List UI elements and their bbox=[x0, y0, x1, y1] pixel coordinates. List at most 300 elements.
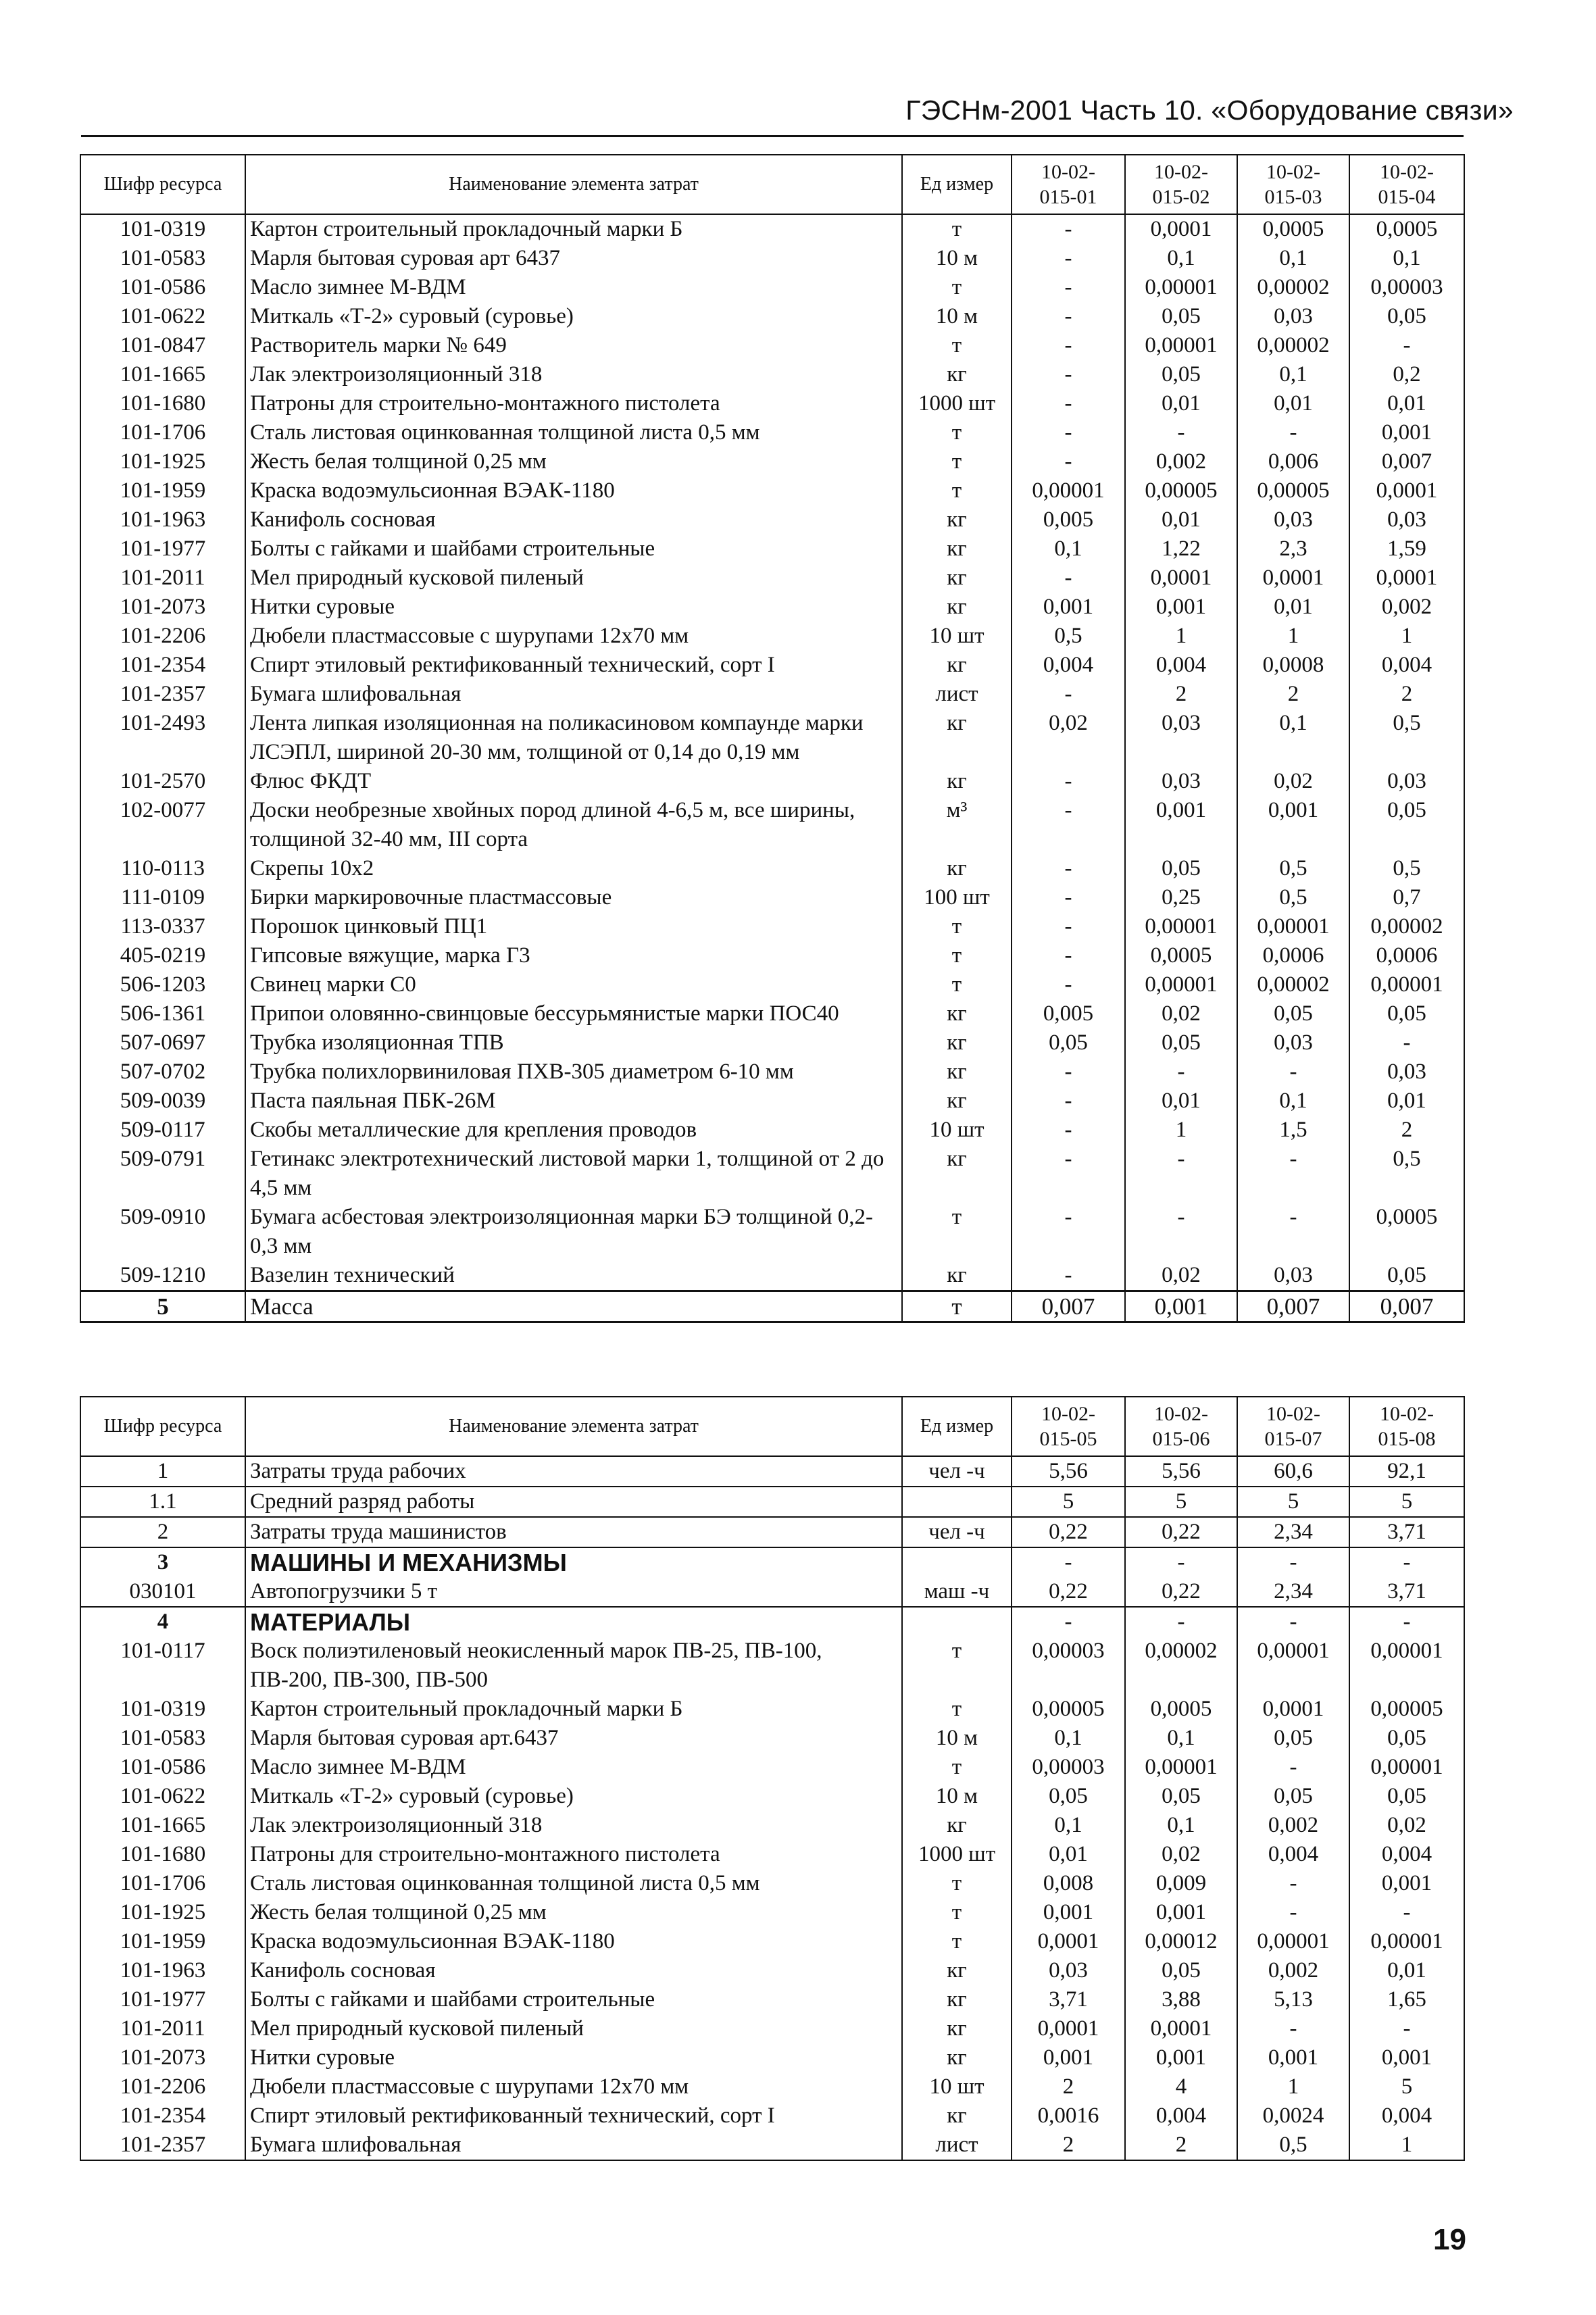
value-cell: 0,001 bbox=[1012, 1898, 1125, 1927]
value-cell: 0,001 bbox=[1349, 418, 1464, 447]
column-header-code: Шифр ресурса bbox=[80, 1397, 245, 1456]
resource-name: Воск полиэтиленовый неокисленный марок ПВ-25, ПВ-100, ПВ-200, ПВ-300, ПВ-500 bbox=[245, 1637, 902, 1695]
value-cell: 0,00001 bbox=[1237, 912, 1349, 941]
value-cell: 0,0006 bbox=[1349, 941, 1464, 970]
value-cell: 2 bbox=[1125, 680, 1237, 709]
unit-cell: маш -ч bbox=[902, 1577, 1012, 1607]
value-cell: 0,001 bbox=[1125, 796, 1237, 854]
value-cell: - bbox=[1012, 331, 1125, 360]
value-cell: 0,0005 bbox=[1125, 941, 1237, 970]
value-cell: - bbox=[1012, 564, 1125, 593]
resource-code: 101-2011 bbox=[80, 564, 245, 593]
resource-code: 101-1963 bbox=[80, 505, 245, 534]
table-row bbox=[80, 244, 1464, 273]
resource-name: Жесть белая толщиной 0,25 мм bbox=[245, 1898, 902, 1927]
value-cell: 1,5 bbox=[1237, 1116, 1349, 1145]
value-cell: - bbox=[1237, 1753, 1349, 1782]
resource-name: Свинец марки С0 bbox=[245, 970, 902, 999]
unit-cell: 10 шт bbox=[902, 2072, 1012, 2101]
value-cell: 0,02 bbox=[1125, 1261, 1237, 1291]
table-row bbox=[80, 1028, 1464, 1057]
resource-name: Затраты труда машинистов bbox=[245, 1517, 902, 1547]
value-cell: 5 bbox=[1237, 1487, 1349, 1517]
value-cell: 0,01 bbox=[1349, 389, 1464, 418]
resource-name: Бумага асбестовая электроизоляционная марки БЭ толщиной 0,2-0,3 мм bbox=[245, 1203, 902, 1261]
unit-cell: 10 шт bbox=[902, 1116, 1012, 1145]
value-cell: 0,0006 bbox=[1237, 941, 1349, 970]
unit-cell: кг bbox=[902, 1028, 1012, 1057]
resource-code: 101-1977 bbox=[80, 534, 245, 564]
table-row bbox=[80, 1261, 1464, 1291]
resource-name: МАТЕРИАЛЫ bbox=[245, 1607, 902, 1637]
table-row bbox=[80, 2043, 1464, 2072]
value-cell: 0,05 bbox=[1125, 302, 1237, 331]
unit-cell: кг bbox=[902, 2043, 1012, 2072]
value-cell: - bbox=[1012, 796, 1125, 854]
value-cell: 0,05 bbox=[1012, 1028, 1125, 1057]
resource-code: 101-1963 bbox=[80, 1956, 245, 1985]
unit-cell: т bbox=[902, 1637, 1012, 1695]
resource-name: Средний разряд работы bbox=[245, 1487, 902, 1517]
resource-code: 1 bbox=[80, 1456, 245, 1487]
table-row bbox=[80, 2014, 1464, 2043]
value-cell: 0,004 bbox=[1349, 651, 1464, 680]
resource-code: 111-0109 bbox=[80, 883, 245, 912]
value-cell: 3,71 bbox=[1012, 1985, 1125, 2014]
value-cell: 0,1 bbox=[1237, 244, 1349, 273]
value-cell: 1,65 bbox=[1349, 1985, 1464, 2014]
value-cell: 2 bbox=[1349, 680, 1464, 709]
resource-name: Дюбели пластмассовые с шурупами 12x70 мм bbox=[245, 2072, 902, 2101]
value-cell: 0,00001 bbox=[1012, 476, 1125, 505]
unit-cell: кг bbox=[902, 651, 1012, 680]
column-header-rate: 10-02- 015-03 bbox=[1237, 155, 1349, 214]
value-cell: - bbox=[1012, 214, 1125, 244]
value-cell: 0,009 bbox=[1125, 1869, 1237, 1898]
table-row bbox=[80, 2131, 1464, 2160]
value-cell: 0,007 bbox=[1012, 1291, 1125, 1322]
value-cell: 0,00001 bbox=[1349, 970, 1464, 999]
labor-row bbox=[80, 1487, 1464, 1517]
table-row bbox=[80, 1116, 1464, 1145]
value-cell: 0,02 bbox=[1237, 767, 1349, 796]
value-cell: 0,00005 bbox=[1349, 1695, 1464, 1724]
value-cell: 0,00005 bbox=[1237, 476, 1349, 505]
resource-name: Масло зимнее М-ВДМ bbox=[245, 1753, 902, 1782]
value-cell: 0,05 bbox=[1237, 1782, 1349, 1811]
unit-cell: т bbox=[902, 418, 1012, 447]
unit-cell: кг bbox=[902, 2014, 1012, 2043]
value-cell: - bbox=[1237, 2014, 1349, 2043]
resource-name: Лента липкая изоляционная на поликасиновом компаунде марки ЛСЭПЛ, шириной 20-30 мм, толщиной от 0,14 до 0,19 мм bbox=[245, 709, 902, 767]
unit-cell: т bbox=[902, 1753, 1012, 1782]
value-cell: 0,1 bbox=[1012, 1811, 1125, 1840]
value-cell: 0,00002 bbox=[1237, 331, 1349, 360]
value-cell: 0,004 bbox=[1125, 651, 1237, 680]
value-cell: 0,01 bbox=[1237, 593, 1349, 622]
value-cell: 0,1 bbox=[1237, 360, 1349, 389]
value-cell: - bbox=[1012, 389, 1125, 418]
unit-cell: лист bbox=[902, 2131, 1012, 2160]
value-cell: 0,1 bbox=[1012, 1724, 1125, 1753]
resource-name: Спирт этиловый ректификованный технический, сорт I bbox=[245, 651, 902, 680]
resource-code: 509-1210 bbox=[80, 1261, 245, 1291]
value-cell: 0,05 bbox=[1349, 1724, 1464, 1753]
value-cell: 0,1 bbox=[1125, 1724, 1237, 1753]
resource-code: 101-0583 bbox=[80, 1724, 245, 1753]
resource-name: Нитки суровые bbox=[245, 2043, 902, 2072]
value-cell: - bbox=[1012, 360, 1125, 389]
value-cell: 0,03 bbox=[1125, 767, 1237, 796]
value-cell: - bbox=[1237, 1898, 1349, 1927]
resource-name: Дюбели пластмассовые с шурупами 12x70 мм bbox=[245, 622, 902, 651]
value-cell: 0,05 bbox=[1125, 1782, 1237, 1811]
value-cell: - bbox=[1012, 302, 1125, 331]
value-cell: - bbox=[1012, 883, 1125, 912]
labor-row bbox=[80, 1456, 1464, 1487]
value-cell: 0,001 bbox=[1125, 1898, 1237, 1927]
value-cell: 0,00001 bbox=[1125, 331, 1237, 360]
value-cell: 0,03 bbox=[1349, 505, 1464, 534]
value-cell: 0,05 bbox=[1125, 1028, 1237, 1057]
value-cell: 0,00003 bbox=[1012, 1637, 1125, 1695]
value-cell: 1 bbox=[1349, 622, 1464, 651]
resource-code: 101-2073 bbox=[80, 593, 245, 622]
unit-cell bbox=[902, 1607, 1012, 1637]
resource-code: 101-1959 bbox=[80, 476, 245, 505]
value-cell: 92,1 bbox=[1349, 1456, 1464, 1487]
value-cell: 0,05 bbox=[1349, 1782, 1464, 1811]
unit-cell: т bbox=[902, 1203, 1012, 1261]
resource-code: 4 bbox=[80, 1607, 245, 1637]
table-row bbox=[80, 1695, 1464, 1724]
value-cell: - bbox=[1012, 244, 1125, 273]
value-cell: - bbox=[1125, 1203, 1237, 1261]
value-cell: - bbox=[1349, 1028, 1464, 1057]
value-cell: 0,00001 bbox=[1125, 912, 1237, 941]
value-cell: 0,02 bbox=[1125, 999, 1237, 1028]
column-header-unit: Ед измер bbox=[902, 1397, 1012, 1456]
value-cell: 0,05 bbox=[1125, 360, 1237, 389]
value-cell: 0,00002 bbox=[1237, 273, 1349, 302]
resource-name: Миткаль «Т-2» суровый (суровье) bbox=[245, 302, 902, 331]
value-cell: 1 bbox=[1125, 622, 1237, 651]
table-row bbox=[80, 1203, 1464, 1261]
labor-row bbox=[80, 1517, 1464, 1547]
unit-cell: 1000 шт bbox=[902, 389, 1012, 418]
unit-cell: т bbox=[902, 1898, 1012, 1927]
value-cell: 0,5 bbox=[1237, 2131, 1349, 2160]
resource-name: Бирки маркировочные пластмассовые bbox=[245, 883, 902, 912]
value-cell: 2 bbox=[1125, 2131, 1237, 2160]
value-cell: 2,3 bbox=[1237, 534, 1349, 564]
column-header-rate: 10-02- 015-08 bbox=[1349, 1397, 1464, 1456]
value-cell: 5 bbox=[1125, 1487, 1237, 1517]
value-cell: 0,007 bbox=[1349, 1291, 1464, 1322]
column-header-name: Наименование элемента затрат bbox=[245, 1397, 902, 1456]
value-cell: - bbox=[1237, 1203, 1349, 1261]
value-cell: 0,00002 bbox=[1349, 912, 1464, 941]
value-cell: 0,001 bbox=[1125, 593, 1237, 622]
value-cell: 0,007 bbox=[1237, 1291, 1349, 1322]
value-cell: - bbox=[1012, 273, 1125, 302]
value-cell: 2,34 bbox=[1237, 1577, 1349, 1607]
table-row bbox=[80, 1087, 1464, 1116]
resource-code: 101-1680 bbox=[80, 1840, 245, 1869]
value-cell: 0,05 bbox=[1349, 999, 1464, 1028]
resource-name: Гипсовые вяжущие, марка Г3 bbox=[245, 941, 902, 970]
value-cell: 0,03 bbox=[1012, 1956, 1125, 1985]
value-cell: 0,00001 bbox=[1125, 1753, 1237, 1782]
unit-cell: кг bbox=[902, 2101, 1012, 2131]
value-cell: 0,05 bbox=[1237, 999, 1349, 1028]
value-cell: 0,03 bbox=[1237, 302, 1349, 331]
value-cell: 0,001 bbox=[1125, 2043, 1237, 2072]
page-header-title: ГЭСНм-2001 Часть 10. «Оборудование связи» bbox=[905, 95, 1514, 126]
resource-code: 405-0219 bbox=[80, 941, 245, 970]
value-cell: 0,00005 bbox=[1125, 476, 1237, 505]
unit-cell: чел -ч bbox=[902, 1456, 1012, 1487]
resource-name: Порошок цинковый ПЦ1 bbox=[245, 912, 902, 941]
value-cell: 1,22 bbox=[1125, 534, 1237, 564]
resource-name: Паста паяльная ПБК-26М bbox=[245, 1087, 902, 1116]
unit-cell: т bbox=[902, 941, 1012, 970]
value-cell: - bbox=[1012, 767, 1125, 796]
value-cell: 0,03 bbox=[1237, 1028, 1349, 1057]
resource-name: Сталь листовая оцинкованная толщиной листа 0,5 мм bbox=[245, 418, 902, 447]
resource-name: Болты с гайками и шайбами строительные bbox=[245, 1985, 902, 2014]
value-cell: 0,02 bbox=[1012, 709, 1125, 767]
value-cell: 0,001 bbox=[1012, 2043, 1125, 2072]
value-cell: 0,00001 bbox=[1349, 1753, 1464, 1782]
table-row bbox=[80, 389, 1464, 418]
table-row bbox=[80, 1927, 1464, 1956]
unit-cell: кг bbox=[902, 1956, 1012, 1985]
value-cell: 0,00001 bbox=[1237, 1927, 1349, 1956]
value-cell: 0,00005 bbox=[1012, 1695, 1125, 1724]
unit-cell: кг bbox=[902, 709, 1012, 767]
resource-code: 506-1361 bbox=[80, 999, 245, 1028]
value-cell: 0,0016 bbox=[1012, 2101, 1125, 2131]
resource-code: 101-2493 bbox=[80, 709, 245, 767]
unit-cell: кг bbox=[902, 1087, 1012, 1116]
resource-code: 101-0583 bbox=[80, 244, 245, 273]
value-cell: 0,002 bbox=[1237, 1811, 1349, 1840]
resource-name: Миткаль «Т-2» суровый (суровье) bbox=[245, 1782, 902, 1811]
value-cell: - bbox=[1012, 970, 1125, 999]
table-2-header bbox=[80, 1397, 1464, 1456]
resource-code: 101-1925 bbox=[80, 1898, 245, 1927]
table-row bbox=[80, 1840, 1464, 1869]
unit-cell: кг bbox=[902, 360, 1012, 389]
resource-code: 101-1977 bbox=[80, 1985, 245, 2014]
value-cell: 0,0001 bbox=[1349, 476, 1464, 505]
value-cell: 0,0001 bbox=[1125, 564, 1237, 593]
value-cell: - bbox=[1349, 1607, 1464, 1637]
table-row bbox=[80, 622, 1464, 651]
table-row bbox=[80, 1985, 1464, 2014]
value-cell: 0,01 bbox=[1125, 389, 1237, 418]
column-header-code: Шифр ресурса bbox=[80, 155, 245, 214]
value-cell: 0,05 bbox=[1012, 1782, 1125, 1811]
value-cell: 0,00001 bbox=[1349, 1637, 1464, 1695]
resource-code: 506-1203 bbox=[80, 970, 245, 999]
unit-cell: т bbox=[902, 476, 1012, 505]
table-row bbox=[80, 1753, 1464, 1782]
table-row bbox=[80, 796, 1464, 854]
table-row bbox=[80, 1577, 1464, 1607]
resource-code: 101-0622 bbox=[80, 302, 245, 331]
unit-cell: кг bbox=[902, 1145, 1012, 1203]
resource-name: Трубка полихлорвиниловая ПХВ-305 диаметром 6-10 мм bbox=[245, 1057, 902, 1087]
table-row bbox=[80, 1724, 1464, 1753]
table-row bbox=[80, 2072, 1464, 2101]
value-cell: - bbox=[1237, 1057, 1349, 1087]
value-cell: - bbox=[1237, 1869, 1349, 1898]
value-cell: 0,0005 bbox=[1237, 214, 1349, 244]
value-cell: 0,1 bbox=[1349, 244, 1464, 273]
value-cell: 0,05 bbox=[1349, 302, 1464, 331]
resource-code: 101-1680 bbox=[80, 389, 245, 418]
column-header-rate: 10-02- 015-05 bbox=[1012, 1397, 1125, 1456]
unit-cell: 100 шт bbox=[902, 883, 1012, 912]
resource-code: 101-2357 bbox=[80, 680, 245, 709]
resource-name: Мел природный кусковой пиленый bbox=[245, 564, 902, 593]
value-cell: 1,59 bbox=[1349, 534, 1464, 564]
column-header-rate: 10-02- 015-04 bbox=[1349, 155, 1464, 214]
resource-code: 507-0697 bbox=[80, 1028, 245, 1057]
value-cell: - bbox=[1012, 1057, 1125, 1087]
value-cell: 2 bbox=[1237, 680, 1349, 709]
value-cell: 0,01 bbox=[1349, 1087, 1464, 1116]
value-cell: 0,00001 bbox=[1349, 1927, 1464, 1956]
resource-code: 101-1665 bbox=[80, 1811, 245, 1840]
value-cell: 0,00001 bbox=[1237, 1637, 1349, 1695]
value-cell: 0,004 bbox=[1125, 2101, 1237, 2131]
value-cell: 1 bbox=[1237, 622, 1349, 651]
value-cell: - bbox=[1237, 1607, 1349, 1637]
value-cell: 0,0001 bbox=[1349, 564, 1464, 593]
table-row bbox=[80, 1637, 1464, 1695]
column-header-rate: 10-02- 015-01 bbox=[1012, 155, 1125, 214]
value-cell: 0,01 bbox=[1349, 1956, 1464, 1985]
resource-code: 101-0319 bbox=[80, 1695, 245, 1724]
table-row bbox=[80, 883, 1464, 912]
resource-code: 113-0337 bbox=[80, 912, 245, 941]
value-cell: - bbox=[1237, 418, 1349, 447]
unit-cell: м³ bbox=[902, 796, 1012, 854]
resource-code: 101-2206 bbox=[80, 2072, 245, 2101]
resource-code: 1.1 bbox=[80, 1487, 245, 1517]
resource-name: Доски необрезные хвойных пород длиной 4-6,5 м, все ширины, толщиной 32-40 мм, III сорта bbox=[245, 796, 902, 854]
value-cell: - bbox=[1012, 447, 1125, 476]
value-cell: 0,0001 bbox=[1012, 2014, 1125, 2043]
page-number: 19 bbox=[1433, 2223, 1466, 2256]
value-cell: 0,03 bbox=[1125, 709, 1237, 767]
value-cell: - bbox=[1125, 1547, 1237, 1577]
value-cell: - bbox=[1012, 680, 1125, 709]
table-1-header bbox=[80, 155, 1464, 214]
resource-code: 030101 bbox=[80, 1577, 245, 1607]
value-cell: 5,56 bbox=[1012, 1456, 1125, 1487]
value-cell: 0,03 bbox=[1237, 1261, 1349, 1291]
table-2-body bbox=[80, 1456, 1464, 2160]
resource-name: Патроны для строительно-монтажного пистолета bbox=[245, 389, 902, 418]
value-cell: - bbox=[1012, 418, 1125, 447]
value-cell: - bbox=[1349, 1547, 1464, 1577]
resource-name: Канифоль сосновая bbox=[245, 1956, 902, 1985]
unit-cell: кг bbox=[902, 1811, 1012, 1840]
section-header-row bbox=[80, 1547, 1464, 1577]
value-cell: - bbox=[1012, 941, 1125, 970]
resource-code: 101-0847 bbox=[80, 331, 245, 360]
value-cell: 0,0001 bbox=[1012, 1927, 1125, 1956]
resource-code: 2 bbox=[80, 1517, 245, 1547]
value-cell: - bbox=[1349, 1898, 1464, 1927]
resource-code: 101-2011 bbox=[80, 2014, 245, 2043]
resource-name: Вазелин технический bbox=[245, 1261, 902, 1291]
value-cell: 0,00003 bbox=[1349, 273, 1464, 302]
value-cell: 0,006 bbox=[1237, 447, 1349, 476]
resource-code: 101-1706 bbox=[80, 1869, 245, 1898]
resource-name: Нитки суровые bbox=[245, 593, 902, 622]
unit-cell: т bbox=[902, 1695, 1012, 1724]
value-cell: 0,001 bbox=[1237, 2043, 1349, 2072]
value-cell: - bbox=[1012, 1203, 1125, 1261]
table-row bbox=[80, 941, 1464, 970]
value-cell: 0,002 bbox=[1237, 1956, 1349, 1985]
value-cell: - bbox=[1012, 1547, 1125, 1577]
resource-name: МАШИНЫ И МЕХАНИЗМЫ bbox=[245, 1547, 902, 1577]
value-cell: 0,001 bbox=[1349, 2043, 1464, 2072]
resource-code: 101-1706 bbox=[80, 418, 245, 447]
resource-code: 101-0586 bbox=[80, 1753, 245, 1782]
resource-code: 101-2206 bbox=[80, 622, 245, 651]
value-cell: 0,001 bbox=[1125, 1291, 1237, 1322]
value-cell: 0,008 bbox=[1012, 1869, 1125, 1898]
table-row bbox=[80, 2101, 1464, 2131]
unit-cell: кг bbox=[902, 854, 1012, 883]
value-cell: 0,004 bbox=[1349, 1840, 1464, 1869]
column-header-rate: 10-02- 015-07 bbox=[1237, 1397, 1349, 1456]
unit-cell: 10 шт bbox=[902, 622, 1012, 651]
value-cell: 5,56 bbox=[1125, 1456, 1237, 1487]
value-cell: 2 bbox=[1012, 2131, 1125, 2160]
value-cell: 3,71 bbox=[1349, 1577, 1464, 1607]
unit-cell bbox=[902, 1487, 1012, 1517]
unit-cell: 10 м bbox=[902, 302, 1012, 331]
resource-name: Сталь листовая оцинкованная толщиной листа 0,5 мм bbox=[245, 1869, 902, 1898]
value-cell: 4 bbox=[1125, 2072, 1237, 2101]
value-cell: 0,00001 bbox=[1125, 273, 1237, 302]
value-cell: 0,0024 bbox=[1237, 2101, 1349, 2131]
resource-name: Канифоль сосновая bbox=[245, 505, 902, 534]
unit-cell: 10 м bbox=[902, 1782, 1012, 1811]
value-cell: - bbox=[1349, 331, 1464, 360]
resource-code: 110-0113 bbox=[80, 854, 245, 883]
value-cell: - bbox=[1012, 1116, 1125, 1145]
table-row bbox=[80, 767, 1464, 796]
value-cell: 0,1 bbox=[1237, 1087, 1349, 1116]
value-cell: 0,001 bbox=[1012, 593, 1125, 622]
resource-code: 509-0791 bbox=[80, 1145, 245, 1203]
unit-cell: кг bbox=[902, 999, 1012, 1028]
table-row bbox=[80, 505, 1464, 534]
value-cell: 0,001 bbox=[1349, 1869, 1464, 1898]
resource-name: Гетинакс электротехнический листовой марки 1, толщиной от 2 до 4,5 мм bbox=[245, 1145, 902, 1203]
value-cell: 0,01 bbox=[1125, 1087, 1237, 1116]
value-cell: 0,22 bbox=[1125, 1577, 1237, 1607]
